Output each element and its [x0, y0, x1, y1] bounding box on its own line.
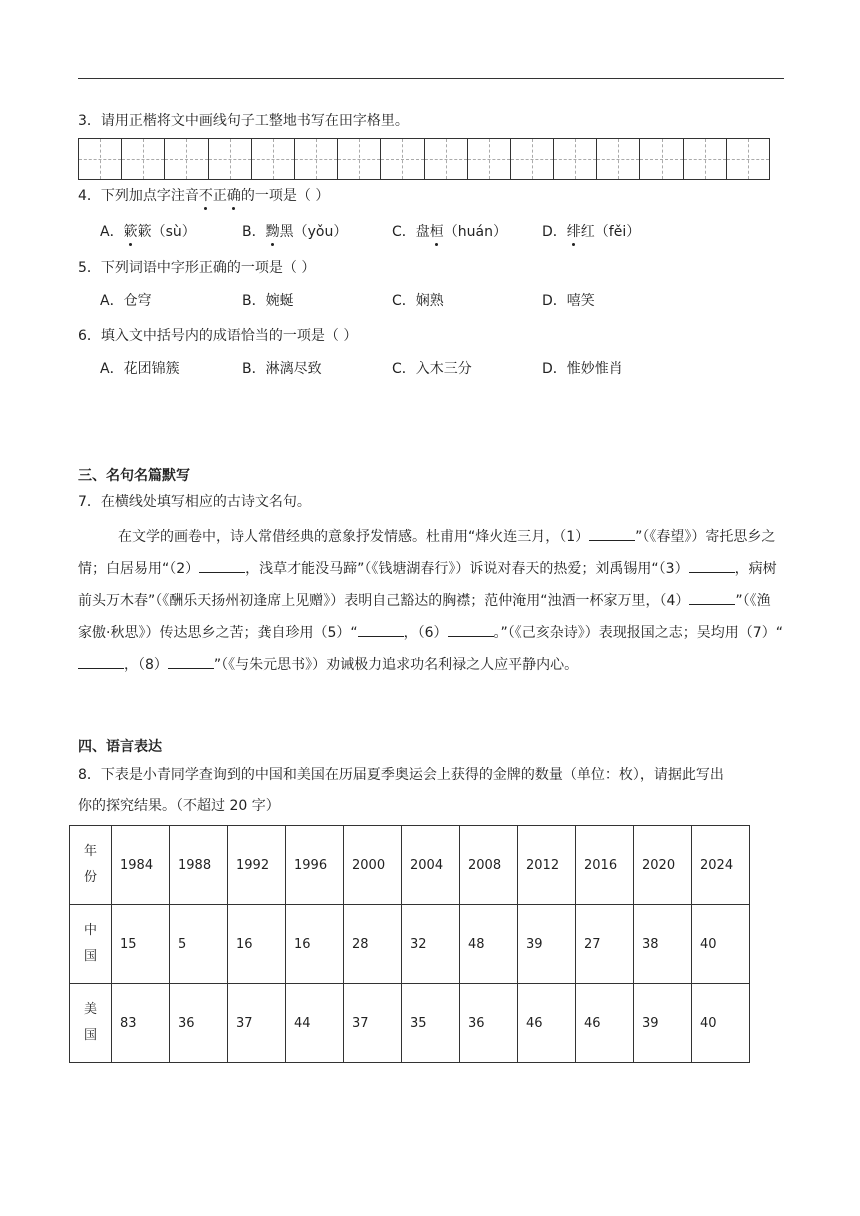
q6-option-d: D．惟妙惟肖	[542, 361, 623, 377]
table-row	[70, 826, 750, 905]
country-cell-usa: 美 国	[70, 984, 112, 1063]
question-5-options	[100, 291, 595, 311]
year-cell: 2012	[518, 826, 576, 905]
question-8-line-1: 8．下表是小青同学查询到的中国和美国在历届夏季奥运会上获得的金牌的数量（单位：枚），请据此写出	[78, 767, 724, 783]
tianzige-cell[interactable]	[640, 139, 683, 179]
year-cell: 1984	[112, 826, 170, 905]
table-row	[70, 905, 750, 984]
answer-blank-8[interactable]	[168, 652, 214, 669]
country-cell-china: 中 国	[70, 905, 112, 984]
value-cell: 40	[692, 905, 750, 984]
question-7-stem: 7．在横线处填写相应的古诗文名句。	[78, 494, 311, 510]
q4-option-a: A．簌簌（sù）	[100, 224, 196, 240]
tianzige-cell[interactable]	[425, 139, 468, 179]
section-4-heading: 四、语言表达	[78, 739, 162, 755]
value-cell: 46	[518, 984, 576, 1063]
value-cell: 5	[170, 905, 228, 984]
tianzige-cell[interactable]	[554, 139, 597, 179]
question-8-line-2: 你的探究结果。（不超过 20 字）	[78, 798, 280, 814]
q6-option-b: B．淋漓尽致	[242, 361, 322, 377]
year-cell: 1988	[170, 826, 228, 905]
tianzige-cell[interactable]	[381, 139, 424, 179]
year-cell: 2000	[344, 826, 402, 905]
q4-stem-dotted-char: 确	[226, 188, 241, 204]
answer-blank-5[interactable]	[358, 620, 404, 637]
q6-option-c: C．入木三分	[392, 361, 472, 377]
tianzige-cell[interactable]	[295, 139, 338, 179]
q4-option-d: D．绯红（fěi）	[542, 224, 641, 240]
value-cell: 40	[692, 984, 750, 1063]
q5-option-b: B．婉蜒	[242, 293, 294, 309]
tianzige-cell[interactable]	[597, 139, 640, 179]
q5-option-c: C．娴熟	[392, 293, 444, 309]
value-cell: 39	[634, 984, 692, 1063]
answer-blank-7[interactable]	[78, 652, 124, 669]
answer-blank-6[interactable]	[448, 620, 494, 637]
tianzige-cell[interactable]	[79, 139, 122, 179]
table-row	[70, 984, 750, 1063]
year-cell: 1996	[286, 826, 344, 905]
q4-stem-after: 的一项是（ ）	[240, 188, 330, 204]
value-cell: 27	[576, 905, 634, 984]
question-6-options	[100, 359, 623, 379]
q5-option-d: D．嘻笑	[542, 293, 595, 309]
q4-stem-dotted-char: 不	[198, 188, 213, 204]
tianzige-cell[interactable]	[165, 139, 208, 179]
answer-blank-3[interactable]	[689, 556, 735, 573]
year-cell: 2008	[460, 826, 518, 905]
section-3-heading: 三、名句名篇默写	[78, 468, 190, 484]
q4-option-b: B．黝黑（yǒu）	[242, 224, 348, 240]
year-cell: 2020	[634, 826, 692, 905]
value-cell: 36	[460, 984, 518, 1063]
question-5-stem: 5．下列词语中字形正确的一项是（ ）	[78, 260, 316, 276]
answer-blank-1[interactable]	[589, 524, 635, 541]
value-cell: 16	[286, 905, 344, 984]
value-cell: 35	[402, 984, 460, 1063]
question-4-options	[100, 222, 640, 242]
question-7-passage: 在文学的画卷中，诗人常借经典的意象抒发情感。杜甫用“烽火连三月，（1） ”（《春望》）寄托思乡之情；白居易用“（2） ，浅草才能没马蹄”（《钱塘湖春行》）诉说对春天的热爱；刘禹锡用“（3） ，病树前头万木春”（《酬乐天扬州初逢席上见赠》）表明自己豁达的胸襟；范仲淹用“浊酒一杯家万里，（4） ”（《渔家傲·秋思》）传达思乡之苦；龚自珍用（5）“ ，（6） 。”（《己亥杂诗》）表现报国之志；吴均用（7）“，（8） ”（《与朱元思书》）劝诫极力追求功名利禄之人应平静内心。	[78, 521, 784, 681]
value-cell: 37	[228, 984, 286, 1063]
tianzige-cell[interactable]	[122, 139, 165, 179]
answer-blank-4[interactable]	[689, 588, 735, 605]
value-cell: 38	[634, 905, 692, 984]
value-cell: 46	[576, 984, 634, 1063]
value-cell: 32	[402, 905, 460, 984]
tianzige-cell[interactable]	[684, 139, 727, 179]
q5-option-a: A．仓穹	[100, 293, 152, 309]
tianzige-grid	[78, 138, 770, 180]
answer-blank-2[interactable]	[199, 556, 245, 573]
value-cell: 39	[518, 905, 576, 984]
tianzige-cell[interactable]	[338, 139, 381, 179]
header-rule	[78, 78, 784, 79]
year-cell: 2024	[692, 826, 750, 905]
q4-stem-mid: 正	[212, 188, 227, 204]
value-cell: 16	[228, 905, 286, 984]
value-cell: 28	[344, 905, 402, 984]
value-cell: 15	[112, 905, 170, 984]
q4-stem-before: 4．下列加点字注音	[78, 188, 199, 204]
gold-medal-table	[69, 825, 750, 1063]
value-cell: 48	[460, 905, 518, 984]
year-cell: 2004	[402, 826, 460, 905]
year-cell: 1992	[228, 826, 286, 905]
value-cell: 36	[170, 984, 228, 1063]
q6-option-a: A．花团锦簇	[100, 361, 180, 377]
tianzige-cell[interactable]	[252, 139, 295, 179]
year-cell: 2016	[576, 826, 634, 905]
tianzige-cell[interactable]	[468, 139, 511, 179]
value-cell: 44	[286, 984, 344, 1063]
q4-option-c: C．盘桓（huán）	[392, 224, 507, 240]
question-4-stem	[78, 186, 329, 206]
tianzige-cell[interactable]	[209, 139, 252, 179]
question-3-text: 3．请用正楷将文中画线句子工整地书写在田字格里。	[78, 113, 409, 129]
table-header-cell: 年 份	[70, 826, 112, 905]
tianzige-cell[interactable]	[511, 139, 554, 179]
tianzige-cell[interactable]	[727, 139, 769, 179]
question-6-stem: 6．填入文中括号内的成语恰当的一项是（ ）	[78, 328, 358, 344]
value-cell: 83	[112, 984, 170, 1063]
value-cell: 37	[344, 984, 402, 1063]
